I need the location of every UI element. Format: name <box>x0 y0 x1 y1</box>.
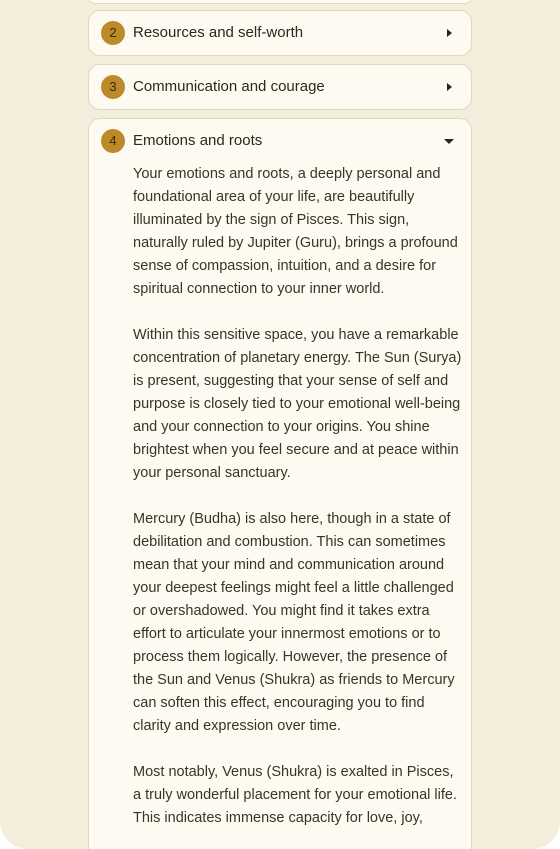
caret-right-icon[interactable] <box>441 79 457 95</box>
accordion-item-emotions <box>88 118 472 849</box>
number-badge: 2 <box>101 21 125 45</box>
accordion-title: Emotions and roots <box>133 132 263 149</box>
accordion-header-emotions[interactable] <box>89 119 471 163</box>
accordion-title: Resources and self-worth <box>133 24 304 41</box>
number-badge: 4 <box>101 129 125 153</box>
accordion-item-communication <box>88 64 472 110</box>
content-paragraph: Your emotions and roots, a deeply personal and foundational area of your life, are beautifully illuminated by the sign of Pisces. This sign, naturally ruled by Jupiter (Guru), brings a profound sense of compassion, intuition, and a desire for spiritual connection to your inner world. <box>133 166 458 297</box>
accordion-item-previous <box>88 0 472 4</box>
accordion-header-communication[interactable] <box>89 65 471 109</box>
content-paragraph: Within this sensitive space, you have a remarkable concentration of planetary energy. The Sun (Surya) is present, suggesting that your sense of self and purpose is closely tied to your emotional well-being and your connection to your origins. You shine brightest when you feel secure and at peace within your personal sanctuary. <box>133 327 462 481</box>
content-paragraph: Most notably, Venus (Shukra) is exalted in Pisces, a truly wonderful placement for your emotional life. This indicates immense capacity for love, joy, <box>133 764 457 826</box>
caret-right-icon[interactable] <box>441 25 457 41</box>
accordion-content <box>133 163 463 849</box>
number-badge: 3 <box>101 75 125 99</box>
accordion-title: Communication and courage <box>133 78 325 95</box>
accordion-item-resources <box>88 10 472 56</box>
caret-down-icon[interactable] <box>441 133 457 149</box>
accordion-header-resources[interactable] <box>89 11 471 55</box>
content-paragraph: Mercury (Budha) is also here, though in a state of debilitation and combustion. This can sometimes mean that your mind and communication around your deepest feelings might feel a little challenged or overshadowed. You might find it takes extra effort to articulate your innermost emotions or to process them logically. However, the presence of the Sun and Venus (Shukra) as friends to Mercury can soften this effect, encouraging you to find clarity and expression over time. <box>133 511 455 734</box>
